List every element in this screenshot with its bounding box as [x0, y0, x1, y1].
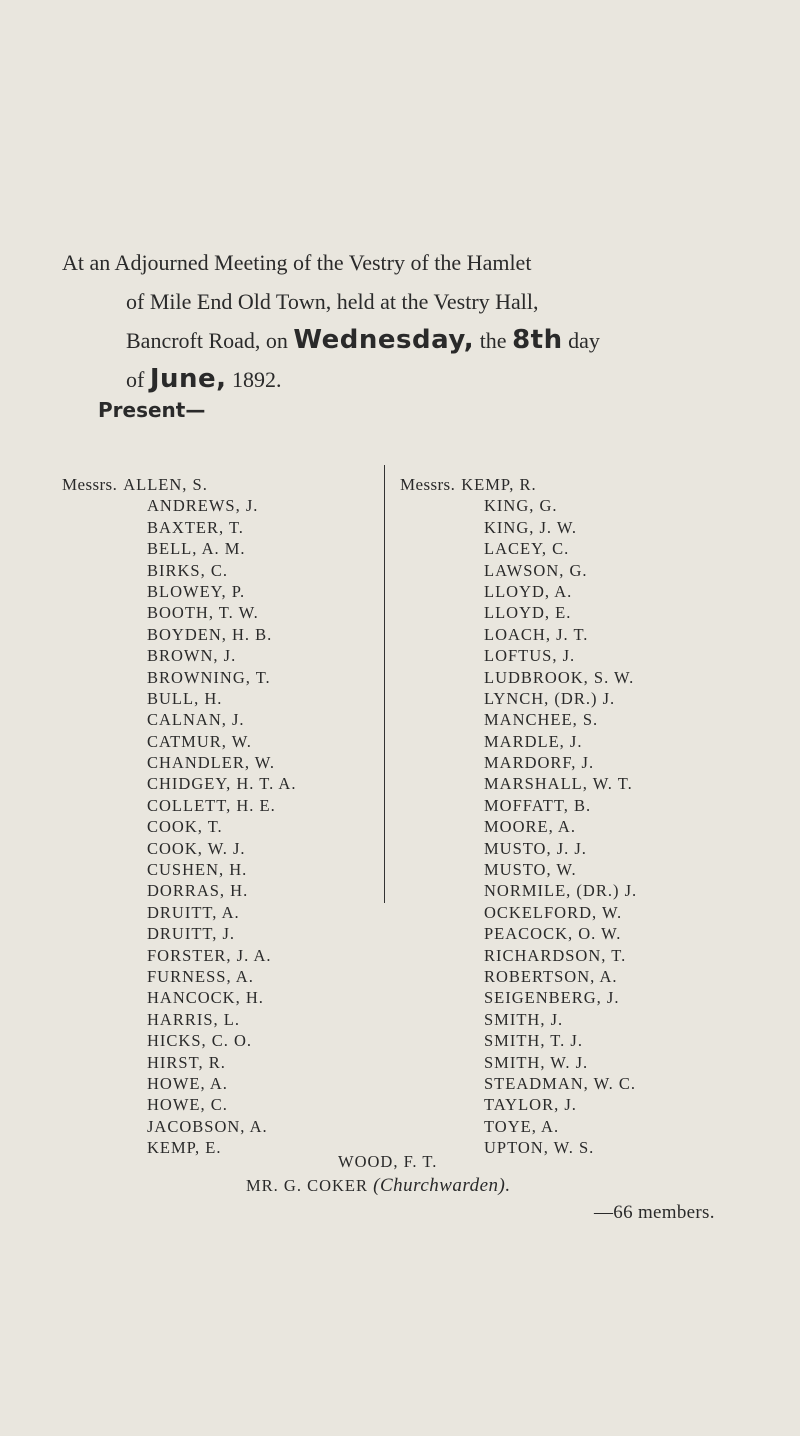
member-name: LLOYD, E.: [484, 603, 572, 623]
heading-the: the: [479, 328, 507, 353]
member-name: MOFFATT, B.: [484, 795, 592, 815]
member-name: SMITH, T. J.: [484, 1031, 583, 1051]
member-name: LACEY, C.: [484, 539, 570, 559]
heading-line-1: At an Adjourned Meeting of the Vestry of the Hamlet: [62, 250, 532, 275]
member-name: LAWSON, G.: [484, 560, 588, 580]
member-name: CHANDLER, W.: [147, 753, 275, 773]
member-name: COOK, T.: [147, 817, 223, 837]
member-name: HARRIS, L.: [147, 1009, 240, 1029]
member-name: RICHARDSON, T.: [484, 945, 627, 965]
member-name: HICKS, C. O.: [147, 1031, 253, 1051]
member-name: NORMILE, (DR.) J.: [484, 881, 638, 901]
heading-month: June,: [149, 364, 227, 394]
member-name: LOACH, J. T.: [484, 624, 589, 644]
member-count: —66 members.: [594, 1202, 715, 1223]
member-name: MANCHEE, S.: [484, 710, 599, 730]
member-name: CALNAN, J.: [147, 710, 245, 730]
members-right-column: [400, 474, 637, 1159]
member-name: TOYE, A.: [484, 1116, 560, 1136]
member-name: ANDREWS, J.: [147, 496, 259, 516]
meeting-heading: [62, 243, 752, 399]
heading-weekday: Wednesday,: [293, 325, 475, 355]
member-name: UPTON, W. S.: [484, 1138, 595, 1158]
member-name: [62, 474, 296, 495]
member-name: MARSHALL, W. T.: [484, 774, 633, 794]
member-name: BIRKS, C.: [147, 560, 228, 580]
member-name: DRUITT, A.: [147, 902, 240, 922]
member-name: BLOWEY, P.: [147, 581, 246, 601]
member-name: OCKELFORD, W.: [484, 902, 623, 922]
heading-road: Bancroft Road, on: [126, 328, 288, 353]
member-name: HANCOCK, H.: [147, 988, 264, 1008]
heading-year: 1892.: [232, 367, 282, 392]
heading-line-2: of Mile End Old Town, held at the Vestry Hall,: [126, 289, 539, 314]
heading-line-3: [62, 321, 752, 360]
churchwarden-name: MR. G. COKER: [246, 1176, 369, 1195]
member-name: KEMP, E.: [147, 1138, 222, 1158]
member-name: STEADMAN, W. C.: [484, 1073, 637, 1093]
messrs-label: Messrs.: [62, 475, 118, 494]
member-name: MUSTO, W.: [484, 860, 577, 880]
member-name: KING, G.: [484, 496, 558, 516]
member-name: LLOYD, A.: [484, 581, 573, 601]
member-name: LUDBROOK, S. W.: [484, 667, 635, 687]
heading-day-word: day: [568, 328, 600, 353]
heading-line-4: [62, 360, 752, 399]
member-name: BULL, H.: [147, 688, 223, 708]
member-name: COOK, W. J.: [147, 838, 246, 858]
present-label: Present—: [98, 398, 206, 422]
heading-date: 8th: [512, 325, 563, 355]
member-name: BAXTER, T.: [147, 517, 244, 537]
member-name: CHIDGEY, H. T. A.: [147, 774, 297, 794]
member-name: HIRST, R.: [147, 1052, 226, 1072]
member-name: SEIGENBERG, J.: [484, 988, 620, 1008]
trailing-member: WOOD, F. T.: [338, 1152, 438, 1171]
member-name: HOWE, A.: [147, 1073, 228, 1093]
member-name: TAYLOR, J.: [484, 1095, 577, 1115]
member-name: BROWNING, T.: [147, 667, 271, 687]
member-name-text: KEMP, R.: [461, 475, 537, 494]
member-name: BOOTH, T. W.: [147, 603, 259, 623]
column-divider: [384, 465, 385, 903]
member-name: SMITH, W. J.: [484, 1052, 589, 1072]
member-name: ROBERTSON, A.: [484, 966, 618, 986]
member-name: BROWN, J.: [147, 646, 237, 666]
member-name: LOFTUS, J.: [484, 646, 576, 666]
member-name: FURNESS, A.: [147, 966, 254, 986]
member-name: MUSTO, J. J.: [484, 838, 587, 858]
messrs-label: Messrs.: [400, 475, 456, 494]
churchwarden-line: [246, 1175, 511, 1197]
member-name: COLLETT, H. E.: [147, 795, 276, 815]
member-name: [400, 474, 637, 495]
member-name-text: ALLEN, S.: [123, 475, 208, 494]
members-left-column: [62, 474, 296, 1159]
member-name: PEACOCK, O. W.: [484, 924, 622, 944]
member-name: FORSTER, J. A.: [147, 945, 272, 965]
member-name: BOYDEN, H. B.: [147, 624, 273, 644]
member-name: CUSHEN, H.: [147, 860, 248, 880]
member-name: MOORE, A.: [484, 817, 576, 837]
member-name: LYNCH, (DR.) J.: [484, 688, 616, 708]
member-name: HOWE, C.: [147, 1095, 228, 1115]
member-name: DORRAS, H.: [147, 881, 249, 901]
member-name: SMITH, J.: [484, 1009, 564, 1029]
member-name: JACOBSON, A.: [147, 1116, 268, 1136]
member-name: DRUITT, J.: [147, 924, 236, 944]
churchwarden-role: (Churchwarden).: [373, 1175, 511, 1196]
member-name: BELL, A. M.: [147, 539, 246, 559]
member-name: MARDLE, J.: [484, 731, 583, 751]
member-name: CATMUR, W.: [147, 731, 252, 751]
member-name: MARDORF, J.: [484, 753, 595, 773]
heading-of: of: [126, 367, 145, 392]
member-name: KING, J. W.: [484, 517, 578, 537]
